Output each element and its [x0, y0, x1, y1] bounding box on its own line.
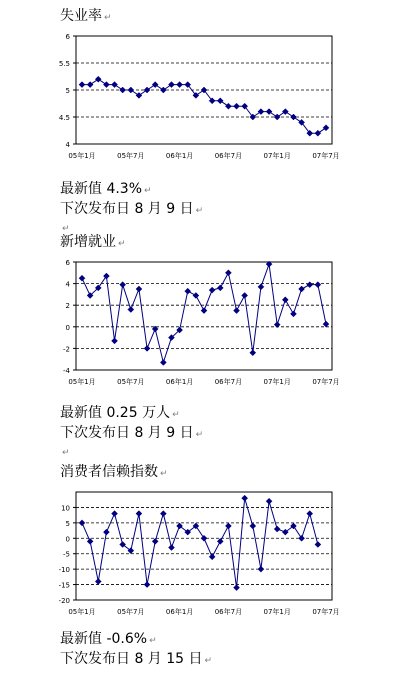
x-tick-label: 05年7月: [117, 152, 145, 160]
y-tick-label: -20: [58, 597, 70, 605]
new-employment-chart: [40, 252, 380, 400]
chart1-title: 失业率 ↵: [60, 8, 112, 24]
x-tick-label: 07年7月: [312, 378, 340, 386]
consumer-confidence-chart: [40, 482, 380, 630]
x-tick-label: 06年1月: [165, 152, 194, 160]
y-tick-label: -4: [63, 367, 70, 375]
y-tick-label: 2: [65, 302, 70, 311]
y-tick-label: 6: [65, 33, 70, 41]
chart2-next-release: 下次发布日 8 月 9 日 ↵: [60, 425, 204, 441]
y-tick-label: 4: [65, 280, 70, 289]
x-tick-label: 06年7月: [214, 152, 243, 160]
chart3-title: 消费者信赖指数 ↵: [60, 464, 168, 480]
y-tick-label: -2: [63, 345, 70, 354]
chart3-area: [40, 482, 380, 634]
y-tick-label: -15: [58, 581, 70, 590]
x-tick-label: 06年1月: [165, 378, 194, 386]
x-tick-label: 05年1月: [68, 152, 96, 160]
y-tick-label: 6: [65, 259, 70, 267]
y-tick-label: -5: [63, 550, 70, 559]
y-tick-label: 10: [61, 504, 70, 513]
x-tick-label: 07年1月: [263, 378, 291, 386]
x-tick-label: 05年1月: [68, 608, 96, 616]
x-tick-label: 07年1月: [263, 608, 291, 616]
x-tick-label: 05年7月: [117, 378, 145, 386]
y-tick-label: 5: [65, 519, 70, 528]
empty-paragraph: ↵: [62, 448, 70, 458]
chart1-latest: 最新值 4.3% ↵: [60, 181, 152, 197]
y-tick-label: 0: [65, 535, 70, 544]
chart3-next-release: 下次发布日 8 月 15 日 ↵: [60, 651, 213, 667]
plot-frame: [76, 492, 332, 600]
x-tick-label: 06年7月: [214, 608, 243, 616]
x-tick-label: 05年7月: [117, 608, 145, 616]
x-tick-label: 05年1月: [68, 378, 96, 386]
y-tick-label: 5: [65, 87, 70, 95]
empty-paragraph: ↵: [62, 224, 70, 234]
x-tick-label: 07年1月: [263, 152, 291, 160]
chart1-next-release: 下次发布日 8 月 9 日 ↵: [60, 201, 204, 217]
y-tick-label: 0: [65, 323, 70, 332]
unemployment-chart: [40, 26, 380, 174]
chart3-latest: 最新值 -0.6% ↵: [60, 631, 157, 647]
x-tick-label: 06年1月: [165, 608, 194, 616]
y-tick-label: 4: [65, 141, 70, 149]
chart2-latest: 最新值 0.25 万人 ↵: [60, 405, 180, 421]
y-tick-label: 4.5: [58, 114, 70, 122]
chart2-title: 新增就业 ↵: [60, 234, 126, 250]
y-tick-label: -10: [58, 566, 70, 575]
chart2-area: [40, 252, 380, 404]
x-tick-label: 07年7月: [312, 608, 340, 616]
x-tick-label: 07年7月: [312, 152, 340, 160]
y-tick-label: 5.5: [58, 60, 70, 68]
x-tick-label: 06年7月: [214, 378, 243, 386]
chart1-area: [40, 26, 380, 178]
